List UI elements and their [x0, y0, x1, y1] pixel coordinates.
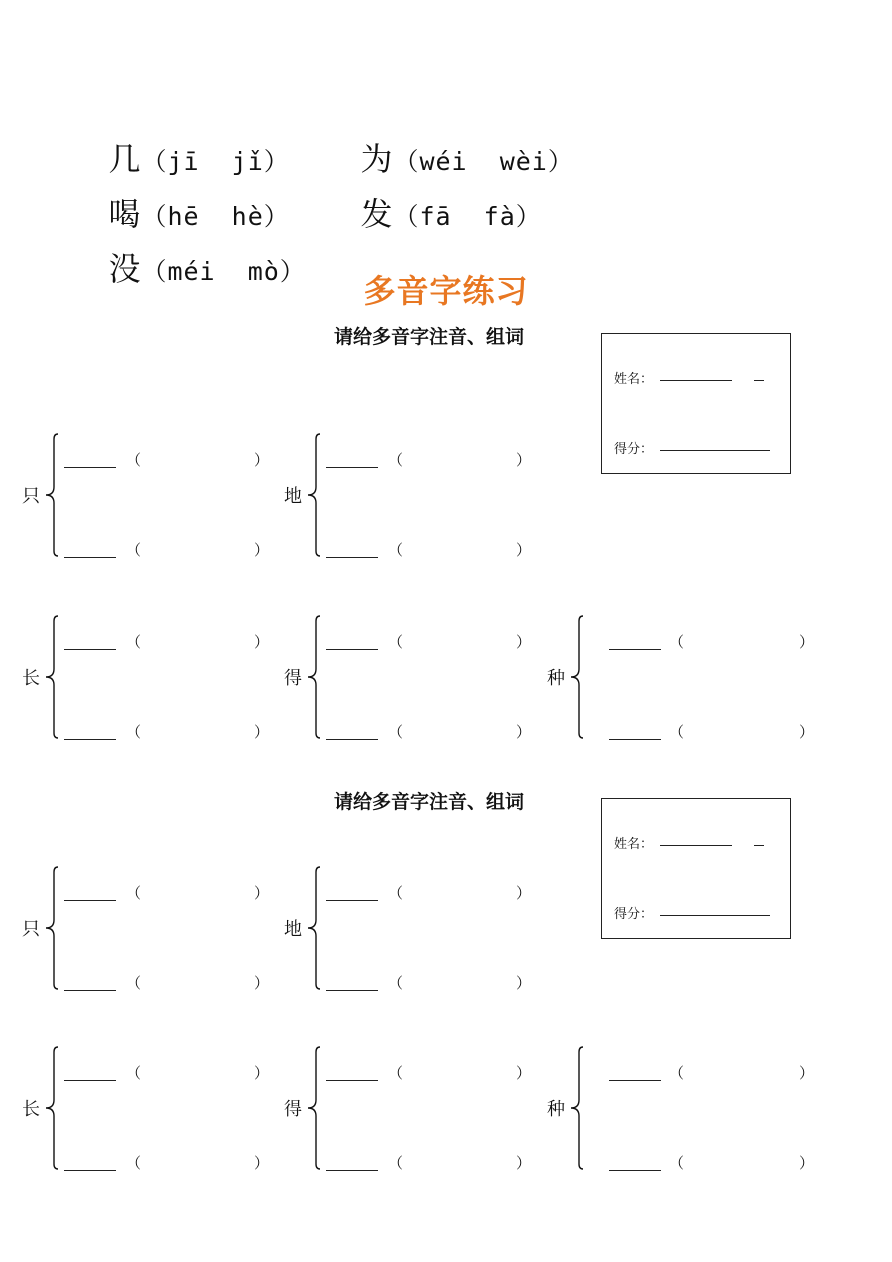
- close-paren: ）: [516, 974, 532, 992]
- open-paren: （: [388, 884, 404, 902]
- close-paren: ）: [254, 451, 270, 469]
- open-paren: （: [126, 884, 142, 902]
- pinyin-readings: （hē hè）: [141, 202, 290, 231]
- group-char: 地: [284, 486, 302, 507]
- close-paren: ）: [516, 1154, 532, 1172]
- group-char: 得: [284, 668, 302, 689]
- open-paren: （: [126, 1154, 142, 1172]
- name-label: 姓名：: [614, 372, 654, 387]
- pinyin-answer-field[interactable]: [144, 449, 252, 469]
- score-label: 得分：: [614, 907, 654, 922]
- score-field[interactable]: [660, 450, 770, 451]
- pinyin-answer-field[interactable]: [144, 1152, 252, 1172]
- pinyin-answer-field[interactable]: [687, 1152, 797, 1172]
- group-char: 得: [284, 1099, 302, 1120]
- curly-brace-icon: [306, 433, 322, 557]
- pinyin-answer-field[interactable]: [406, 1062, 514, 1082]
- answer-blank[interactable]: [326, 900, 378, 901]
- open-paren: （: [669, 1064, 685, 1082]
- answer-blank[interactable]: [326, 990, 378, 991]
- close-paren: ）: [254, 884, 270, 902]
- open-paren: （: [126, 633, 142, 651]
- group-char: 只: [22, 919, 40, 940]
- open-paren: （: [126, 1064, 142, 1082]
- pinyin-answer-field[interactable]: [144, 721, 252, 741]
- answer-blank[interactable]: [326, 1170, 378, 1171]
- curly-brace-icon: [306, 866, 322, 990]
- open-paren: （: [388, 1064, 404, 1082]
- pinyin-answer-field[interactable]: [687, 1062, 797, 1082]
- answer-blank[interactable]: [609, 739, 661, 740]
- open-paren: （: [388, 1154, 404, 1172]
- close-paren: ）: [254, 1064, 270, 1082]
- group-char: 地: [284, 919, 302, 940]
- pinyin-answer-field[interactable]: [144, 631, 252, 651]
- pinyin-answer-field[interactable]: [406, 882, 514, 902]
- close-paren: ）: [799, 723, 815, 741]
- polyphone-char: 没: [108, 250, 142, 288]
- pinyin-readings: （méi mò）: [141, 257, 306, 286]
- open-paren: （: [126, 451, 142, 469]
- answer-blank[interactable]: [64, 557, 116, 558]
- close-paren: ）: [516, 633, 532, 651]
- worksheet-instruction: 请给多音字注音、组词: [334, 791, 525, 813]
- pinyin-readings: （jī jǐ）: [141, 147, 290, 176]
- answer-blank[interactable]: [326, 649, 378, 650]
- answer-blank[interactable]: [326, 739, 378, 740]
- pinyin-readings: （wéi wèi）: [393, 147, 574, 176]
- polyphone-char: 几: [108, 140, 142, 178]
- close-paren: ）: [516, 541, 532, 559]
- answer-blank[interactable]: [326, 467, 378, 468]
- open-paren: （: [669, 723, 685, 741]
- close-paren: ）: [254, 723, 270, 741]
- curly-brace-icon: [569, 1046, 585, 1170]
- close-paren: ）: [254, 541, 270, 559]
- close-paren: ）: [799, 633, 815, 651]
- group-char: 长: [22, 668, 40, 689]
- answer-blank[interactable]: [64, 1080, 116, 1081]
- answer-blank[interactable]: [64, 1170, 116, 1171]
- group-char: 只: [22, 486, 40, 507]
- close-paren: ）: [254, 633, 270, 651]
- pinyin-answer-field[interactable]: [406, 631, 514, 651]
- pinyin-answer-field[interactable]: [406, 972, 514, 992]
- polyphone-char: 发: [360, 195, 394, 233]
- curly-brace-icon: [44, 1046, 60, 1170]
- pinyin-answer-field[interactable]: [687, 631, 797, 651]
- curly-brace-icon: [306, 615, 322, 739]
- answer-blank[interactable]: [64, 467, 116, 468]
- answer-blank[interactable]: [326, 1080, 378, 1081]
- pinyin-answer-field[interactable]: [406, 539, 514, 559]
- open-paren: （: [669, 633, 685, 651]
- student-info-box: [601, 333, 791, 474]
- pinyin-answer-field[interactable]: [406, 1152, 514, 1172]
- name-field-mark: [754, 845, 764, 846]
- curly-brace-icon: [306, 1046, 322, 1170]
- worksheet-instruction: 请给多音字注音、组词: [334, 326, 525, 348]
- answer-blank[interactable]: [64, 739, 116, 740]
- close-paren: ）: [254, 1154, 270, 1172]
- curly-brace-icon: [44, 615, 60, 739]
- score-field[interactable]: [660, 915, 770, 916]
- open-paren: （: [126, 723, 142, 741]
- open-paren: （: [388, 723, 404, 741]
- close-paren: ）: [516, 451, 532, 469]
- polyphone-char: 为: [360, 140, 394, 178]
- close-paren: ）: [254, 974, 270, 992]
- open-paren: （: [388, 974, 404, 992]
- close-paren: ）: [516, 1064, 532, 1082]
- answer-blank[interactable]: [609, 1080, 661, 1081]
- pinyin-readings: （fā fà）: [393, 202, 542, 231]
- name-field[interactable]: [660, 380, 732, 381]
- close-paren: ）: [516, 723, 532, 741]
- open-paren: （: [388, 451, 404, 469]
- polyphone-char: 喝: [108, 195, 142, 233]
- open-paren: （: [126, 974, 142, 992]
- pinyin-answer-field[interactable]: [406, 721, 514, 741]
- group-char: 长: [22, 1099, 40, 1120]
- pinyin-answer-field[interactable]: [144, 539, 252, 559]
- answer-blank[interactable]: [326, 557, 378, 558]
- pinyin-answer-field[interactable]: [406, 449, 514, 469]
- pinyin-answer-field[interactable]: [144, 882, 252, 902]
- answer-blank[interactable]: [64, 649, 116, 650]
- pinyin-answer-field[interactable]: [144, 972, 252, 992]
- open-paren: （: [669, 1154, 685, 1172]
- curly-brace-icon: [44, 866, 60, 990]
- page-title: 多音字练习: [363, 272, 529, 310]
- answer-blank[interactable]: [609, 649, 661, 650]
- curly-brace-icon: [569, 615, 585, 739]
- close-paren: ）: [516, 884, 532, 902]
- curly-brace-icon: [44, 433, 60, 557]
- name-label: 姓名：: [614, 837, 654, 852]
- open-paren: （: [388, 633, 404, 651]
- student-info-box: [601, 798, 791, 939]
- pinyin-answer-field[interactable]: [144, 1062, 252, 1082]
- open-paren: （: [388, 541, 404, 559]
- score-label: 得分：: [614, 442, 654, 457]
- pinyin-item: [340, 155, 542, 235]
- open-paren: （: [126, 541, 142, 559]
- name-field-mark: [754, 380, 764, 381]
- answer-blank[interactable]: [64, 900, 116, 901]
- close-paren: ）: [799, 1064, 815, 1082]
- answer-blank[interactable]: [64, 990, 116, 991]
- group-char: 种: [547, 668, 565, 689]
- pinyin-answer-field[interactable]: [687, 721, 797, 741]
- name-field[interactable]: [660, 845, 732, 846]
- close-paren: ）: [799, 1154, 815, 1172]
- answer-blank[interactable]: [609, 1170, 661, 1171]
- group-char: 种: [547, 1099, 565, 1120]
